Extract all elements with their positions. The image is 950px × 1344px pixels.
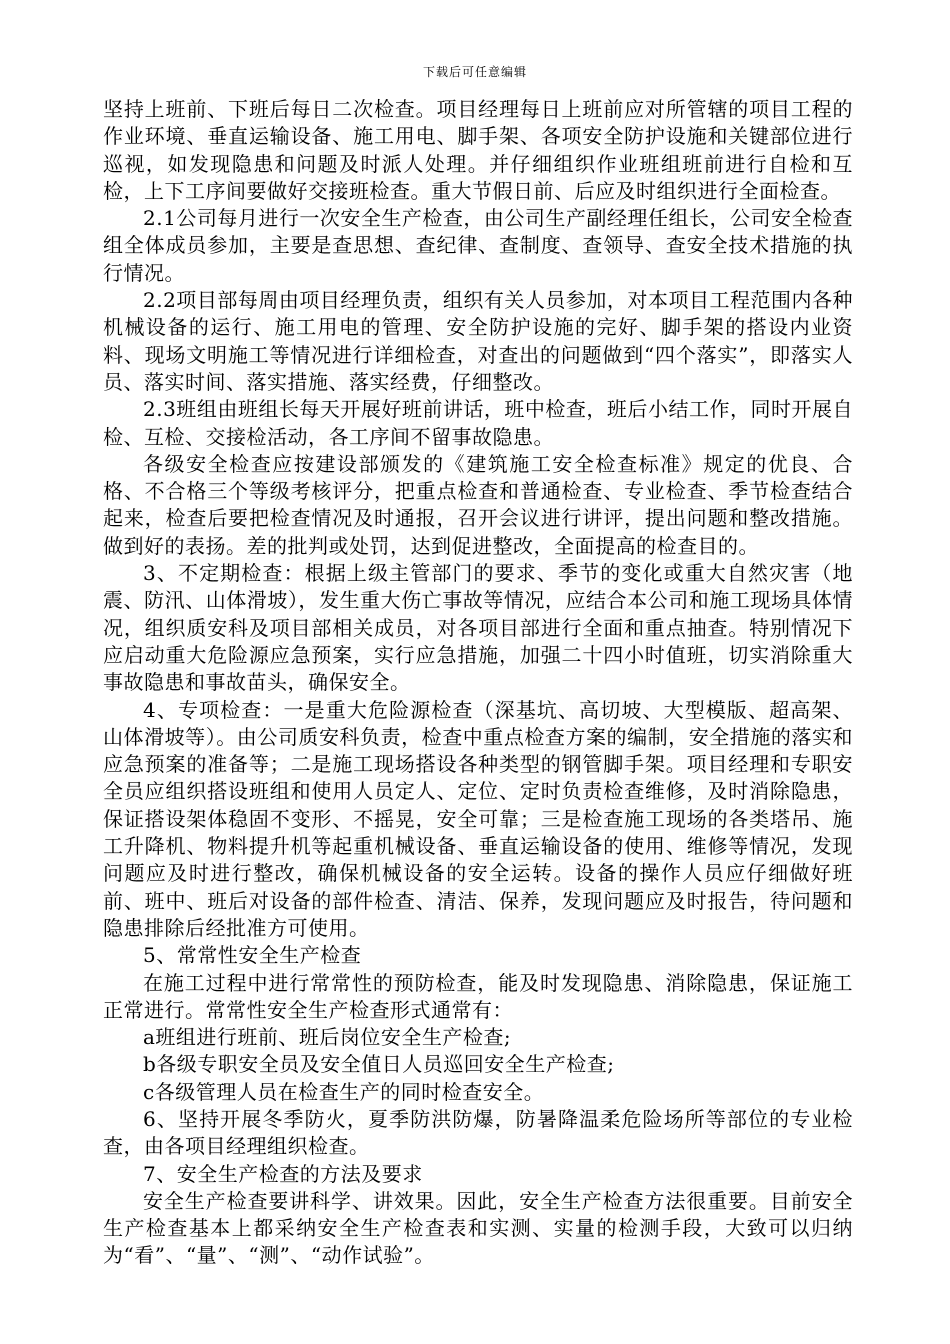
section-heading: 5、常常性安全生产检查 xyxy=(143,943,362,968)
paragraph: 2.1公司每月进行一次安全生产检查，由公司生产副经理任组长，公司安全检查组全体成员参加，主要是查思想、查纪律、查制度、查领导、查安全技术措施的执行情况。 xyxy=(103,206,853,285)
list-item: a班组进行班前、班后岗位安全生产检查; xyxy=(143,1025,512,1050)
paragraph: 2.3班组由班组长每天开展好班前讲话，班中检查，班后小结工作，同时开展自检、互检、交接检活动，各工序间不留事故隐患。 xyxy=(103,397,853,449)
page-header: 下载后可任意编辑 xyxy=(422,65,527,79)
paragraph: 4、专项检查：一是重大危险源检查（深基坑、高切坡、大型模版、超高架、山体滑坡等）。由公司质安科负责，检查中重点检查方案的编制，安全措施的落实和应急预案的准备等；二是施工现场搭设各种类型的钢管脚手架。项目经理和专职安全员应组织搭设班组和使用人员定人、定位、定时负责检查维修，及时消除隐患，保证搭设架体稳固不变形、不摇晃，安全可靠；三是检查施工现场的各类塔吊、施工升降机、物料提升机等起重机械设备、垂直运输设备的使用、维修等情况，发现问题应及时进行整改，确保机械设备的安全运转。设备的操作人员应仔细做好班前、班中、班后对设备的部件检查、清洁、保养，发现问题应及时报告，待问题和隐患排除后经批准方可使用。 xyxy=(103,697,853,940)
paragraph: 2.2项目部每周由项目经理负责，组织有关人员参加，对本项目工程范围内各种机械设备的运行、施工用电的管理、安全防护设施的完好、脚手架的搭设内业资料、现场文明施工等情况进行详细检查，对查出的问题做到“四个落实”，即落实人员、落实时间、落实措施、落实经费，仔细整改。 xyxy=(103,288,853,394)
section-heading: 7、安全生产检查的方法及要求 xyxy=(143,1161,423,1186)
paragraph: 3、不定期检查：根据上级主管部门的要求、季节的变化或重大自然灾害（地震、防汛、山体滑坡），发生重大伤亡事故等情况，应结合本公司和施工现场具体情况，组织质安科及项目部相关成员，对各项目部进行全面和重点抽查。特别情况下应启动重大危险源应急预案，实行应急措施，加强二十四小时值班，切实消除重大事故隐患和事故苗头，确保安全。 xyxy=(103,561,853,695)
paragraph: 安全生产检查要讲科学、讲效果。因此，安全生产检查方法很重要。目前安全生产检查基本上都采纳安全生产检查表和实测、实量的检测手段，大致可以归纳为“看”、“量”、“测”、“动作试验”。 xyxy=(103,1188,853,1268)
paragraph: 6、坚持开展冬季防火，夏季防洪防爆，防暑降温柔危险场所等部位的专业检查，由各项目经理组织检查。 xyxy=(103,1106,853,1159)
list-item: c各级管理人员在检查生产的同时检查安全。 xyxy=(143,1079,545,1104)
paragraph: 各级安全检查应按建设部颁发的《建筑施工安全检查标准》规定的优良、合格、不合格三个等级考核评分，把重点检查和普通检查、专业检查、季节检查结合起来，检查后要把检查情况及时通报，召开会议进行讲评，提出问题和整改措施。做到好的表扬。差的批判或处罚，达到促进整改，全面提高的检查目的。 xyxy=(103,451,853,558)
paragraph: 在施工过程中进行常常性的预防检查，能及时发现隐患、消除隐患，保证施工正常进行。常常性安全生产检查形式通常有： xyxy=(103,970,853,1022)
paragraph: 坚持上班前、下班后每日二次检查。项目经理每日上班前应对所管辖的项目工程的作业环境、垂直运输设备、施工用电、脚手架、各项安全防护设施和关键部位进行巡视，如发现隐患和问题及时派人处理。并仔细组织作业班组班前进行自检和互检，上下工序间要做好交接班检查。重大节假日前、后应及时组织进行全面检查。 xyxy=(103,97,853,203)
list-item: b各级专职安全员及安全值日人员巡回安全生产检查; xyxy=(143,1052,615,1077)
document-body xyxy=(103,96,853,1270)
